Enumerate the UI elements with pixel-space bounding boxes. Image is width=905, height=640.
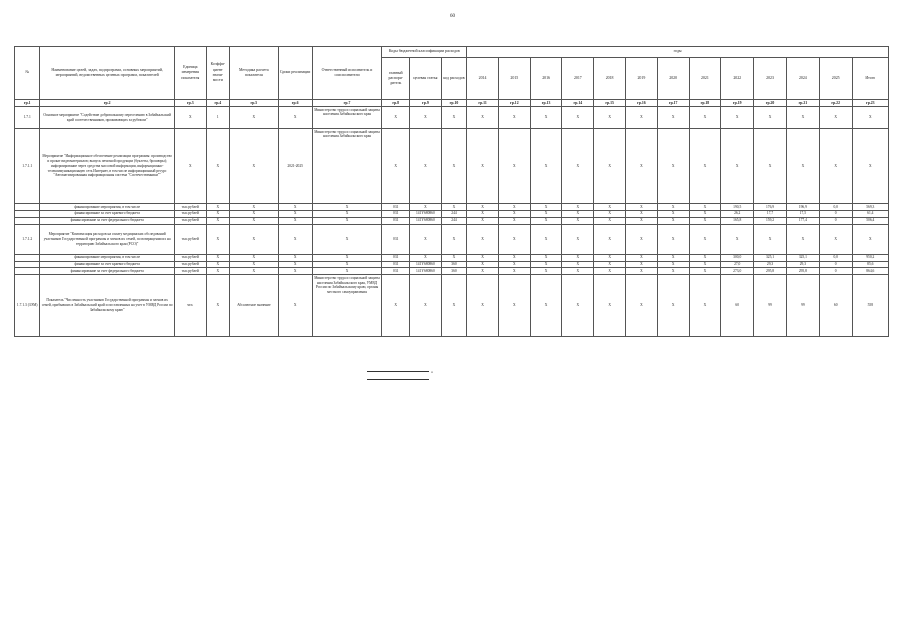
table-cell: X [562, 204, 594, 211]
table-cell [15, 254, 40, 261]
signature-mark: » [431, 369, 433, 374]
table-cell: X [626, 107, 658, 129]
header-code-target: целевая статья [410, 58, 442, 100]
header-year: 2018 [594, 58, 626, 100]
table-cell: X [754, 107, 787, 129]
table-cell: X [626, 254, 658, 261]
table-cell: X [594, 129, 626, 204]
table-cell: X [562, 107, 594, 129]
table-cell: X [410, 254, 442, 261]
table-cell: 1.7.1.3 (ЗЭМ) [15, 275, 40, 337]
table-cell: X [229, 107, 278, 129]
row-name-cell: Основное мероприятие "Содействие добровольному переселению в Забайкальский край соотечественников, проживающих за рубежом" [40, 107, 175, 129]
table-cell: X [206, 129, 229, 204]
column-number: гр.19 [721, 100, 754, 107]
table-cell: X [530, 204, 562, 211]
column-number: гр.7 [312, 100, 382, 107]
column-number: гр.23 [852, 100, 888, 107]
table-cell: X [278, 261, 312, 268]
column-number: гр.22 [819, 100, 852, 107]
table-cell: 031 [382, 224, 410, 254]
table-cell: X [530, 275, 562, 337]
table-cell: X [689, 268, 721, 275]
table-cell: 950,2 [852, 254, 888, 261]
table-cell: X [467, 268, 499, 275]
table-cell: 99 [786, 275, 819, 337]
table-cell: 325,1 [786, 254, 819, 261]
row-name-cell: финансирование за счет федерального бюджета [40, 217, 175, 224]
table-cell: 0 [819, 210, 852, 217]
table-cell: X [530, 210, 562, 217]
table-cell: X [467, 224, 499, 254]
table-row [15, 107, 889, 129]
table-cell: 159,2 [754, 217, 787, 224]
table-cell: X [530, 107, 562, 129]
table-cell: X [206, 254, 229, 261]
table-cell: 1 [206, 107, 229, 129]
header-code-glav: главный распоря-дитель [382, 58, 410, 100]
header-year: 2020 [657, 58, 689, 100]
table-cell: X [229, 204, 278, 211]
table-cell: X [657, 261, 689, 268]
row-name-cell: Показатель "Численность участников Государственной программы и членов их семей, прибывших в Забайкальский край и поставленных на учет в УМВД России по Забайкальскому краю" [40, 275, 175, 337]
table-cell: X [410, 107, 442, 129]
table-cell: X [594, 261, 626, 268]
table-cell: 031 [382, 217, 410, 224]
table-cell: Министерство труда и социальной защиты населения Забайкальского края [312, 129, 382, 204]
table-cell: X [657, 254, 689, 261]
column-number: гр.3 [174, 100, 206, 107]
table-cell: X [657, 129, 689, 204]
signature-line-lower [367, 379, 429, 380]
column-number: гр.16 [626, 100, 658, 107]
table-cell: X [562, 254, 594, 261]
table-cell: 141Y680860 [410, 268, 442, 275]
table-cell: X [786, 107, 819, 129]
table-cell: X [657, 217, 689, 224]
table-cell: X [754, 224, 787, 254]
table-cell: X [594, 217, 626, 224]
table-cell: X [467, 107, 499, 129]
table-cell: X [530, 268, 562, 275]
header-terms: Сроки реализации [278, 47, 312, 100]
table-cell: 1.7.1.1 [15, 129, 40, 204]
table-cell: X [657, 210, 689, 217]
column-number: гр.15 [594, 100, 626, 107]
table-cell: тыс.рублей [174, 268, 206, 275]
table-cell: X [498, 107, 530, 129]
header-year: 2024 [786, 58, 819, 100]
column-number: гр.1 [15, 100, 40, 107]
table-cell: X [312, 224, 382, 254]
table-cell: 27,0 [721, 261, 754, 268]
table-cell: X [689, 275, 721, 337]
table-cell: тыс.рублей [174, 210, 206, 217]
table-cell: 141Y680860 [410, 210, 442, 217]
column-number: гр.21 [786, 100, 819, 107]
table-cell: X [562, 275, 594, 337]
table-cell: X [530, 217, 562, 224]
table-cell: X [278, 224, 312, 254]
table-cell: тыс.рублей [174, 254, 206, 261]
header-name: Наименование целей, задач, подпрограмм, основных мероприятий, мероприятий, ведомственных целевых программ, показателей [40, 47, 175, 100]
table-cell: X [278, 254, 312, 261]
table-cell: 1.7.1 [15, 107, 40, 129]
table-cell: Министерство труда и социальной защиты населения Забайкальского края, УМВД России по Забайкальскому краю, органы местного самоуправления [312, 275, 382, 337]
table-cell: X [410, 275, 442, 337]
row-name-cell: Мероприятие "Компенсация расходов на оплату медицинских обследований участников Государственной программы и членов их семей, по возвращении их на территорию Забайкальского края (РСО)" [40, 224, 175, 254]
table-cell: X [852, 224, 888, 254]
column-number: гр.12 [498, 100, 530, 107]
table-cell: X [278, 204, 312, 211]
table-cell: X [530, 224, 562, 254]
table-cell: X [498, 268, 530, 275]
table-cell [15, 261, 40, 268]
table-cell: X [278, 217, 312, 224]
table-cell: 176,9 [754, 204, 787, 211]
column-number: гр.18 [689, 100, 721, 107]
row-name-cell: финансирование мероприятия, в том числе [40, 254, 175, 261]
table-cell: X [467, 129, 499, 204]
table-cell: 569,3 [852, 204, 888, 211]
table-row [15, 217, 889, 224]
table-cell: 031 [382, 261, 410, 268]
table-cell: 360 [441, 268, 466, 275]
table-cell: 864,6 [852, 268, 888, 275]
table-cell: X [410, 129, 442, 204]
column-number: гр.20 [754, 100, 787, 107]
table-cell: X [441, 204, 466, 211]
table-cell: X [594, 268, 626, 275]
table-cell: X [467, 204, 499, 211]
table-cell: X [657, 224, 689, 254]
table-cell: тыс.рублей [174, 224, 206, 254]
header-year: 2025 [819, 58, 852, 100]
table-cell: X [689, 204, 721, 211]
table-cell: 031 [382, 204, 410, 211]
table-cell: X [819, 224, 852, 254]
table-cell: X [594, 107, 626, 129]
table-cell: X [229, 129, 278, 204]
table-row [15, 129, 889, 204]
table-cell [15, 204, 40, 211]
header-code-vr: код расходов [441, 58, 466, 100]
table-cell: X [721, 224, 754, 254]
column-number: гр.10 [441, 100, 466, 107]
table-cell: X [498, 254, 530, 261]
table-cell: 273,0 [721, 268, 754, 275]
row-name-cell: финансирование за счет федерального бюджета [40, 268, 175, 275]
table-cell: X [819, 107, 852, 129]
table-cell: 165,8 [721, 217, 754, 224]
table-cell: X [229, 217, 278, 224]
table-cell: 196,9 [786, 204, 819, 211]
table-cell: X [689, 261, 721, 268]
table-cell: X [382, 275, 410, 337]
table-cell: X [312, 204, 382, 211]
table-cell: X [562, 268, 594, 275]
table-cell: X [229, 210, 278, 217]
table-row [15, 210, 889, 217]
row-name-cell: финансирование мероприятия, в том числе [40, 204, 175, 211]
column-number: гр.5 [229, 100, 278, 107]
table-cell: X [278, 268, 312, 275]
table-cell: 0,0 [819, 254, 852, 261]
header-responsible: Ответственный исполнитель и соисполнители [312, 47, 382, 100]
table-cell: 60 [721, 275, 754, 337]
table-cell: X [278, 210, 312, 217]
table-cell: X [206, 275, 229, 337]
page-number: 60 [450, 14, 455, 19]
table-cell: X [229, 261, 278, 268]
table-cell: X [312, 261, 382, 268]
table-cell: 244 [441, 217, 466, 224]
table-cell: X [229, 268, 278, 275]
header-budget-codes: Коды бюджетной классификации расходов [382, 47, 467, 58]
table-cell: 0 [819, 261, 852, 268]
table-cell: 141Y680860 [410, 217, 442, 224]
table-cell: X [467, 254, 499, 261]
table-cell: X [786, 129, 819, 204]
table-cell: 0 [819, 268, 852, 275]
column-number: гр.17 [657, 100, 689, 107]
table-cell: X [441, 254, 466, 261]
table-cell: X [441, 224, 466, 254]
table-cell: X [819, 129, 852, 204]
table-row [15, 254, 889, 261]
table-cell: X [206, 210, 229, 217]
table-row [15, 268, 889, 275]
table-cell: X [206, 204, 229, 211]
table-cell: X [562, 217, 594, 224]
header-year: 2019 [626, 58, 658, 100]
table-cell: X [174, 129, 206, 204]
table-cell [15, 217, 40, 224]
header-years: годы [467, 47, 889, 58]
column-number: гр.4 [206, 100, 229, 107]
table-cell: X [174, 107, 206, 129]
table-cell: X [312, 210, 382, 217]
table-cell: X [498, 224, 530, 254]
table-cell: X [498, 217, 530, 224]
table-cell: 295,8 [786, 268, 819, 275]
header-year: 2015 [498, 58, 530, 100]
column-number: гр.9 [410, 100, 442, 107]
table-cell: X [594, 210, 626, 217]
table-cell: Министерство труда и социальной защиты населения Забайкальского края [312, 107, 382, 129]
table-cell: 031 [382, 254, 410, 261]
table-cell: X [312, 268, 382, 275]
table-cell: 29,3 [786, 261, 819, 268]
row-name-cell: финансирование за счет краевого бюджета [40, 261, 175, 268]
table-cell [15, 210, 40, 217]
table-cell: X [657, 268, 689, 275]
table-cell: X [278, 107, 312, 129]
header-year: 2014 [467, 58, 499, 100]
table-cell: тыс.рублей [174, 204, 206, 211]
table-cell: X [721, 107, 754, 129]
column-number: гр.8 [382, 100, 410, 107]
table-cell: 244 [441, 210, 466, 217]
table-cell: X [852, 129, 888, 204]
table-cell: X [626, 129, 658, 204]
table-row [15, 204, 889, 211]
header-year: 2021 [689, 58, 721, 100]
table-cell: X [229, 224, 278, 254]
header-method: Методика расчета показателя [229, 47, 278, 100]
table-cell: X [626, 275, 658, 337]
table-cell: X [229, 254, 278, 261]
table-cell: 61,4 [852, 210, 888, 217]
table-cell: X [410, 224, 442, 254]
table-cell: X [626, 261, 658, 268]
table-cell: X [278, 275, 312, 337]
table-row [15, 261, 889, 268]
table-cell: X [312, 217, 382, 224]
header-year: 2022 [721, 58, 754, 100]
table-cell: X [852, 107, 888, 129]
table-cell: 29,3 [754, 261, 787, 268]
table-cell: X [594, 224, 626, 254]
column-number: гр.6 [278, 100, 312, 107]
table-cell: 300,0 [721, 254, 754, 261]
table-cell: X [498, 129, 530, 204]
table-cell: X [441, 107, 466, 129]
table-cell: X [754, 129, 787, 204]
table-cell: X [498, 204, 530, 211]
table-cell: X [594, 204, 626, 211]
table-cell: 190,5 [721, 204, 754, 211]
table-cell: 031 [382, 210, 410, 217]
column-number: гр.11 [467, 100, 499, 107]
header-coefficient: Коэффи-циент значи-мости [206, 47, 229, 100]
table-cell: X [562, 210, 594, 217]
table-cell: X [689, 107, 721, 129]
header-year: 2016 [530, 58, 562, 100]
table-cell: 2021-2025 [278, 129, 312, 204]
table-cell: X [441, 275, 466, 337]
table-cell: X [657, 204, 689, 211]
table-cell: X [657, 275, 689, 337]
table-cell: 177,4 [786, 217, 819, 224]
program-table [14, 46, 889, 337]
table-cell: тыс.рублей [174, 261, 206, 268]
header-unit: Единица измерения показателя [174, 47, 206, 100]
table-cell: 85,6 [852, 261, 888, 268]
header-year: 2023 [754, 58, 787, 100]
table-cell: X [206, 217, 229, 224]
table-cell: X [626, 268, 658, 275]
table-cell: X [467, 217, 499, 224]
table-cell: 0 [819, 217, 852, 224]
table-cell: 325,1 [754, 254, 787, 261]
header-year: Итого [852, 58, 888, 100]
column-number: гр.2 [40, 100, 175, 107]
table-cell: X [467, 275, 499, 337]
table-cell: 1.7.1.2 [15, 224, 40, 254]
column-number: гр.13 [530, 100, 562, 107]
table-cell: 141Y680860 [410, 261, 442, 268]
table-cell: 031 [382, 268, 410, 275]
table-cell: X [721, 129, 754, 204]
table-cell: тыс.рублей [174, 217, 206, 224]
table-cell: X [467, 261, 499, 268]
table-cell: X [530, 254, 562, 261]
table-cell: X [562, 261, 594, 268]
table-cell: X [562, 224, 594, 254]
table-cell: 17,7 [754, 210, 787, 217]
table-cell: X [786, 224, 819, 254]
table-row [15, 224, 889, 254]
table-cell: X [206, 224, 229, 254]
table-cell: X [689, 217, 721, 224]
table-cell: чел. [174, 275, 206, 337]
table-cell: X [689, 210, 721, 217]
table-cell: X [206, 261, 229, 268]
table-cell: X [626, 217, 658, 224]
table-cell: X [626, 224, 658, 254]
row-name-cell: финансирование за счет краевого бюджета [40, 210, 175, 217]
table-cell: X [594, 254, 626, 261]
table-cell: X [206, 268, 229, 275]
table-cell: X [530, 129, 562, 204]
table-cell: X [626, 210, 658, 217]
table-cell: 295,8 [754, 268, 787, 275]
table-cell: X [382, 107, 410, 129]
table-cell: 99 [754, 275, 787, 337]
table-cell: X [562, 129, 594, 204]
table-cell: 26,2 [721, 210, 754, 217]
table-cell: X [657, 107, 689, 129]
header-num: № [15, 47, 40, 100]
table-cell: X [689, 129, 721, 204]
table-cell: 0,0 [819, 204, 852, 211]
row-name-cell: Мероприятие "Информационное обеспечение реализации программы: производство и прокат видеоматериалов; выпуск печатной продукции (буклеты, брошюры); информирование через средства массовой информации, информационно-телекоммуникационную сеть Интернет, в том числе информационный ресурс "Автоматизированная информационная система "Соотечественники"" [40, 129, 175, 204]
table-cell: 60 [819, 275, 852, 337]
column-number: гр.14 [562, 100, 594, 107]
table-cell: X [312, 254, 382, 261]
table-cell: X [382, 129, 410, 204]
table-cell: 506,4 [852, 217, 888, 224]
table-cell: X [689, 254, 721, 261]
table-cell: X [467, 210, 499, 217]
table-cell: X [498, 261, 530, 268]
header-year: 2017 [562, 58, 594, 100]
table-cell: 558 [852, 275, 888, 337]
table-cell: X [441, 129, 466, 204]
table-cell: X [689, 224, 721, 254]
table-cell: X [626, 204, 658, 211]
table-cell: Абсолютное значение [229, 275, 278, 337]
table-cell: X [498, 210, 530, 217]
table-cell: X [594, 275, 626, 337]
table-cell: 360 [441, 261, 466, 268]
table-row [15, 275, 889, 337]
table-cell: X [498, 275, 530, 337]
table-cell: X [410, 204, 442, 211]
table-cell [15, 268, 40, 275]
table-cell: 17,5 [786, 210, 819, 217]
signature-line [367, 371, 429, 372]
table-cell: X [530, 261, 562, 268]
